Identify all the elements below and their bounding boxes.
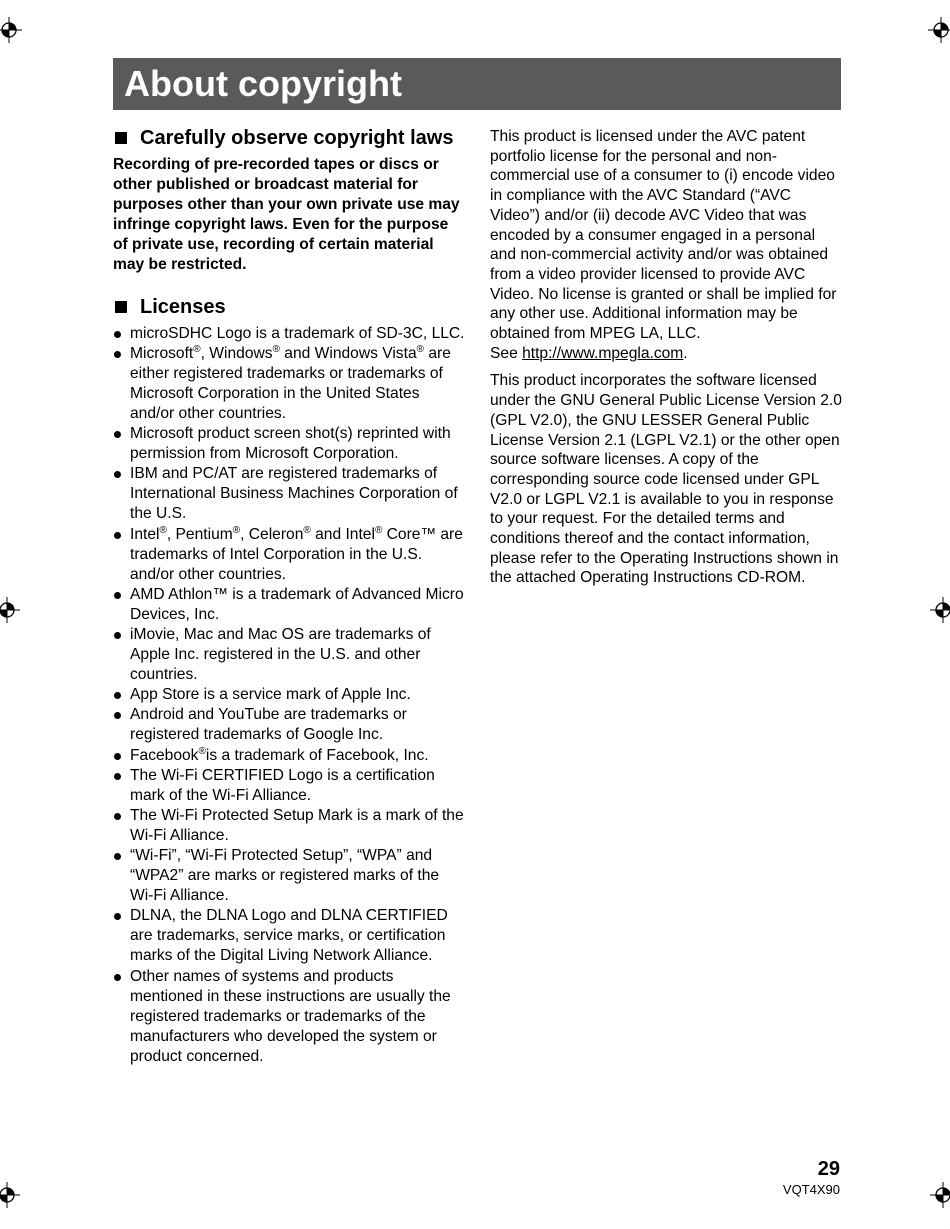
left-column (113, 124, 465, 1067)
mpegla-link[interactable]: http://www.mpegla.com (522, 344, 684, 362)
list-item: Intel®, Pentium®, Celeron® and Intel® Core™ are trademarks of Intel Corporation in the U.S. and/or other countries. (113, 525, 465, 585)
document-code: VQT4X90 (782, 1182, 840, 1197)
list-item: microSDHC Logo is a trademark of SD-3C, LLC. (113, 324, 465, 344)
list-item: The Wi-Fi Protected Setup Mark is a mark of the Wi-Fi Alliance. (113, 806, 465, 846)
section-heading-text: Carefully observe copyright laws (140, 127, 454, 149)
page-title: About copyright (113, 58, 841, 110)
list-item: DLNA, the DLNA Logo and DLNA CERTIFIED are trademarks, service marks, or certification marks of the Digital Living Network Alliance. (113, 906, 465, 966)
square-bullet-icon (115, 301, 127, 313)
list-item: Microsoft product screen shot(s) reprinted with permission from Microsoft Corporation. (113, 424, 465, 464)
registration-mark-icon (928, 17, 950, 43)
section-heading-licenses (113, 293, 465, 321)
gpl-license-paragraph: This product incorporates the software licensed under the GNU General Public License Version 2.0 (GPL V2.0), the GNU LESSER General Public License Version 2.1 (LGPL V2.1) or the other open source software licenses. A copy of the corresponding source code licensed under GPL V2.0 or LGPL V2.1 is available to you in response to your request. For the detailed terms and conditions thereof and the contact information, please refer to the Operating Instructions shown in the attached Operating Instructions CD-ROM. (490, 372, 842, 587)
registration-mark-icon (930, 1182, 950, 1208)
list-item: Facebook®is a trademark of Facebook, Inc. (113, 746, 465, 766)
registration-mark-icon (930, 597, 950, 623)
section-heading-copyright (113, 124, 465, 152)
licenses-list (113, 324, 465, 1067)
page-number: 29 (817, 1158, 840, 1180)
avc-license-paragraph: This product is licensed under the AVC patent portfolio license for the personal and non-commercial use of a consumer to (i) encode video in compliance with the AVC Standard (“AVC Video”) and/or (ii) decode AVC Video that was encoded by a consumer engaged in a personal and non-commercial activity and/or was obtained from a video provider licensed to provide AVC Video. No license is granted or shall be implied for any other use. Additional information may be obtained from MPEG LA, LLC. See http://www.mpegla.com. (490, 128, 837, 362)
right-column (490, 127, 842, 588)
section-heading-text: Licenses (140, 295, 226, 318)
registration-mark-icon (0, 1182, 20, 1208)
list-item: “Wi-Fi”, “Wi-Fi Protected Setup”, “WPA” and “WPA2” are marks or registered marks of the Wi-Fi Alliance. (113, 846, 465, 906)
square-bullet-icon (115, 132, 127, 144)
list-item: Android and YouTube are trademarks or registered trademarks of Google Inc. (113, 705, 465, 745)
list-item: The Wi-Fi CERTIFIED Logo is a certification mark of the Wi-Fi Alliance. (113, 766, 465, 806)
registration-mark-icon (0, 597, 20, 623)
list-item: App Store is a service mark of Apple Inc. (113, 685, 465, 705)
registration-mark-icon (0, 17, 22, 43)
list-item: Other names of systems and products mentioned in these instructions are usually the registered trademarks or trademarks of the manufacturers who developed the system or product concerned. (113, 967, 465, 1067)
list-item: AMD Athlon™ is a trademark of Advanced Micro Devices, Inc. (113, 585, 465, 625)
list-item: Microsoft®, Windows® and Windows Vista® are either registered trademarks or trademarks of Microsoft Corporation in the United States and/or other countries. (113, 344, 465, 424)
list-item: IBM and PC/AT are registered trademarks of International Business Machines Corporation of the U.S. (113, 464, 465, 524)
copyright-warning-text: Recording of pre-recorded tapes or discs or other published or broadcast material for purposes other than your own private use may infringe copyright laws. Even for the purpose of private use, recording of certain material may be restricted. (113, 156, 460, 274)
list-item: iMovie, Mac and Mac OS are trademarks of Apple Inc. registered in the U.S. and other countries. (113, 625, 465, 685)
